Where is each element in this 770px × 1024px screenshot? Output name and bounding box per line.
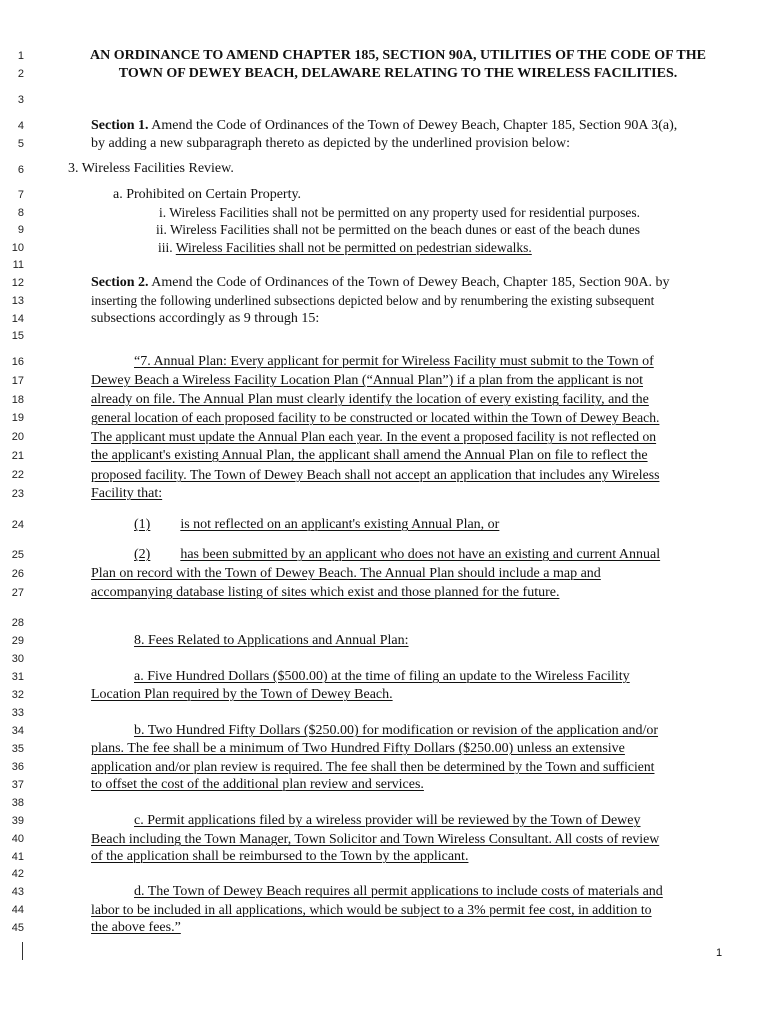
para-7-line-2: Dewey Beach a Wireless Facility Location Plan (“Annual Plan”) if a plan from the applicant is not bbox=[91, 373, 644, 388]
fee-a-line-2: Location Plan required by the Town of Dewey Beach. bbox=[91, 687, 393, 702]
line-number: 35 bbox=[11, 743, 24, 755]
section-1-line-1 bbox=[91, 119, 677, 133]
line-number: 40 bbox=[11, 833, 24, 845]
line-number: 13 bbox=[11, 295, 24, 307]
line-number: 16 bbox=[11, 356, 24, 368]
fee-c-line-3: of the application shall be reimbursed to the Town by the applicant. bbox=[91, 849, 469, 864]
line-number: 14 bbox=[11, 313, 24, 325]
fee-a-line-1: a. Five Hundred Dollars ($500.00) at the time of filing an update to the Wireless Facility bbox=[134, 669, 630, 684]
line-number: 6 bbox=[17, 164, 24, 176]
line-number: 19 bbox=[11, 412, 24, 424]
line-number: 2 bbox=[17, 68, 24, 80]
para-7-line-8: Facility that: bbox=[91, 486, 163, 501]
sub-item-2-line-3: accompanying database listing of sites which exist and those planned for the future. bbox=[91, 585, 560, 600]
sub-item-1-text: is not reflected on an applicant's existing Annual Plan, or bbox=[180, 517, 500, 532]
fee-c-line-2: Beach including the Town Manager, Town Solicitor and Town Wireless Consultant. All costs of review bbox=[91, 831, 660, 846]
line-number: 17 bbox=[11, 375, 24, 387]
line-number: 11 bbox=[12, 259, 24, 271]
line-number: 31 bbox=[11, 671, 24, 683]
item-a-heading: a. Prohibited on Certain Property. bbox=[113, 187, 302, 202]
line-number: 5 bbox=[17, 138, 24, 150]
section-1-heading: Section 1. bbox=[91, 118, 149, 133]
line-number: 15 bbox=[11, 330, 24, 342]
fee-d-text: d. The Town of Dewey Beach requires all permit applications to include costs of materials and bbox=[134, 884, 663, 899]
fee-d-line-3: the above fees.” bbox=[91, 920, 181, 935]
fee-b-line-2: plans. The fee shall be a minimum of Two Hundred Fifty Dollars ($250.00) unless an extensive bbox=[91, 741, 625, 756]
line-number: 29 bbox=[11, 635, 24, 647]
para-8-heading: 8. Fees Related to Applications and Annual Plan: bbox=[134, 633, 409, 648]
section-2-text: Amend the Code of Ordinances of the Town of Dewey Beach, Chapter 185, Section 90A. by bbox=[151, 275, 670, 290]
line-number: 4 bbox=[17, 120, 24, 132]
line-number: 20 bbox=[11, 431, 24, 443]
roman-iii-text: Wireless Facilities shall not be permitted on pedestrian sidewalks. bbox=[175, 240, 532, 255]
line-number: 10 bbox=[11, 242, 24, 254]
line-number: 38 bbox=[11, 797, 24, 809]
line-number: 39 bbox=[11, 815, 24, 827]
roman-iii bbox=[158, 241, 532, 255]
line-number: 23 bbox=[11, 488, 24, 500]
line-number: 1 bbox=[17, 50, 24, 62]
line-number: 30 bbox=[11, 653, 24, 665]
line-number: 34 bbox=[11, 725, 24, 737]
para-7-line-6: the applicant's existing Annual Plan, the applicant shall amend the Annual Plan on file to reflect the bbox=[91, 448, 648, 463]
revision-margin-bar bbox=[22, 942, 23, 960]
line-number: 7 bbox=[17, 189, 24, 201]
sub-item-2-line-2: Plan on record with the Town of Dewey Beach. The Annual Plan should include a map and bbox=[91, 566, 601, 581]
sub-item-2-number: (2) bbox=[134, 547, 151, 562]
line-number: 8 bbox=[17, 207, 24, 219]
line-number: 28 bbox=[11, 617, 24, 629]
fee-b-line-4: to offset the cost of the additional plan review and services. bbox=[91, 777, 424, 792]
para-7-line-5: The applicant must update the Annual Plan each year. In the event a proposed facility is not reflected on bbox=[91, 429, 657, 444]
line-number: 3 bbox=[17, 94, 24, 106]
roman-i: i. Wireless Facilities shall not be permitted on any property used for residential purposes. bbox=[159, 205, 640, 220]
section-2-line-2: inserting the following underlined subsections depicted below and by renumbering the existing subsequent bbox=[91, 293, 655, 308]
line-number: 32 bbox=[11, 689, 24, 701]
para-7-line-7: proposed facility. The Town of Dewey Beach shall not accept an application that includes any Wireless bbox=[91, 467, 660, 482]
sub-item-1-number: (1) bbox=[134, 517, 151, 532]
sub-item-2-text: has been submitted by an applicant who does not have an existing and current Annual bbox=[180, 547, 661, 562]
line-number: 43 bbox=[11, 886, 24, 898]
sub-item-1 bbox=[134, 518, 499, 532]
item-3-heading: 3. Wireless Facilities Review. bbox=[68, 161, 234, 176]
line-number: 27 bbox=[11, 587, 24, 599]
line-number: 36 bbox=[11, 761, 24, 773]
line-number: 24 bbox=[11, 519, 24, 531]
line-number: 44 bbox=[11, 904, 24, 916]
section-2-heading: Section 2. bbox=[91, 275, 149, 290]
roman-iii-number: iii. bbox=[158, 240, 173, 255]
fee-d-line-1 bbox=[91, 885, 663, 899]
roman-ii: ii. Wireless Facilities shall not be permitted on the beach dunes or east of the beach dunes bbox=[156, 222, 640, 237]
section-1-text: Amend the Code of Ordinances of the Town of Dewey Beach, Chapter 185, Section 90A 3(a), bbox=[151, 118, 678, 133]
line-number: 12 bbox=[11, 277, 24, 289]
para-7-line-1: “7. Annual Plan: Every applicant for permit for Wireless Facility must submit to the Town of bbox=[134, 354, 654, 369]
fee-d-line-2: labor to be included in all applications, which would be subject to a 3% permit fee cost, in addition to bbox=[91, 902, 652, 917]
sub-item-2 bbox=[134, 548, 660, 562]
line-number: 21 bbox=[11, 450, 24, 462]
line-number: 18 bbox=[11, 394, 24, 406]
line-number: 25 bbox=[11, 549, 24, 561]
line-number: 45 bbox=[11, 922, 24, 934]
ordinance-title-line-2: TOWN OF DEWEY BEACH, DELAWARE RELATING TO THE WIRELESS FACILITIES. bbox=[118, 66, 678, 81]
fee-b-line-3: application and/or plan review is required. The fee shall then be determined by the Town and sufficient bbox=[91, 759, 655, 774]
fee-b-line-1: b. Two Hundred Fifty Dollars ($250.00) for modification or revision of the application and/or bbox=[134, 723, 659, 738]
fee-c-line-1: c. Permit applications filed by a wireless provider will be reviewed by the Town of Dewey bbox=[134, 813, 641, 828]
section-2-line-1 bbox=[91, 276, 670, 290]
line-number: 26 bbox=[11, 568, 24, 580]
section-2-line-3: subsections accordingly as 9 through 15: bbox=[91, 311, 320, 326]
line-number: 41 bbox=[11, 851, 24, 863]
line-number: 33 bbox=[11, 707, 24, 719]
section-1-line-2: by adding a new subparagraph thereto as depicted by the underlined provision below: bbox=[91, 136, 570, 151]
para-7-line-3: already on file. The Annual Plan must clearly identify the location of every existing facility, and the bbox=[91, 392, 649, 407]
line-number: 42 bbox=[11, 868, 24, 880]
para-7-line-4: general location of each proposed facility to be constructed or located within the Town of Dewey Beach. bbox=[91, 410, 660, 425]
line-number: 22 bbox=[11, 469, 24, 481]
page-number: 1 bbox=[716, 947, 723, 959]
line-number: 9 bbox=[17, 224, 24, 236]
ordinance-title-line-1: AN ORDINANCE TO AMEND CHAPTER 185, SECTION 90A, UTILITIES OF THE CODE OF THE bbox=[90, 48, 706, 63]
line-number: 37 bbox=[11, 779, 24, 791]
